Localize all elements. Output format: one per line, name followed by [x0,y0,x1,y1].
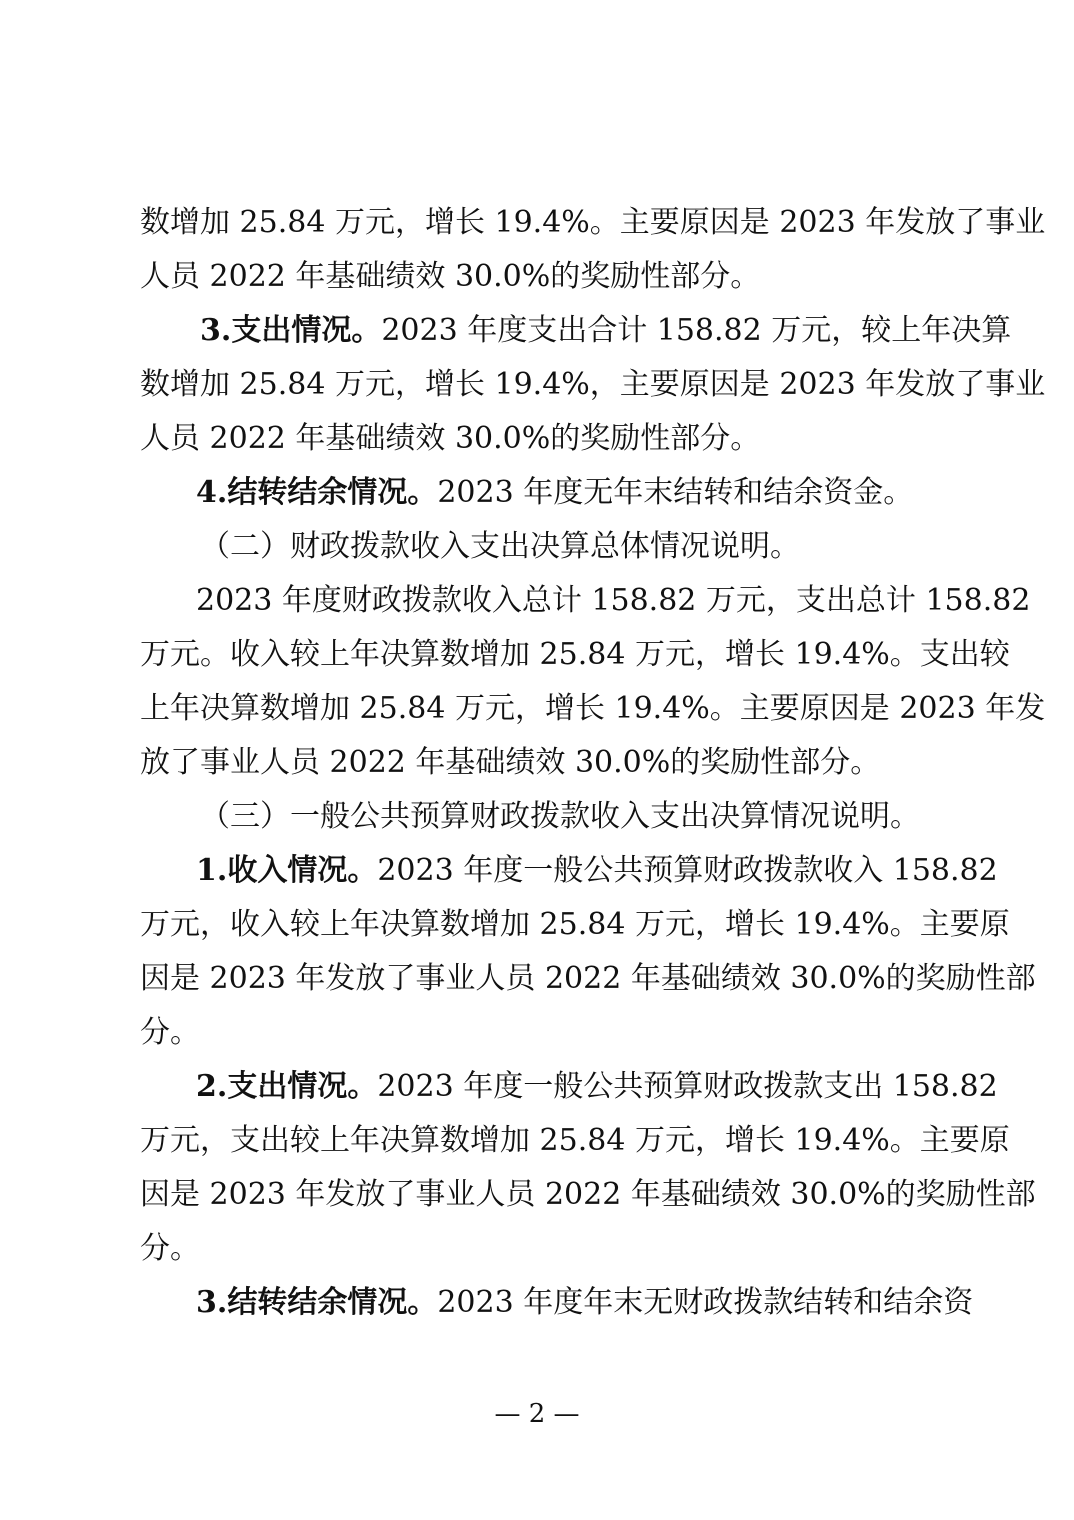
section-heading-income: 1.收入情况。2023 年度一般公共预算财政拨款收入 158.82 [196,853,998,888]
text-line: 放了事业人员 2022 年基础绩效 30.0%的奖励性部分。 [140,745,881,780]
text-line: 人员 2022 年基础绩效 30.0%的奖励性部分。 [140,421,761,456]
page-number: — 2 — [494,1399,580,1429]
text-line: 分。 [140,1231,200,1266]
text-line: 人员 2022 年基础绩效 30.0%的奖励性部分。 [140,259,761,294]
text-line: 2023 年度财政拨款收入总计 158.82 万元，支出总计 158.82 [196,583,1031,618]
text-line: 数增加 25.84 万元，增长 19.4%。主要原因是 2023 年发放了事业 [140,205,1046,240]
section-heading-expenditure: 3.支出情况。2023 年度支出合计 158.82 万元，较上年决算 [200,313,1012,348]
text-line: 万元。收入较上年决算数增加 25.84 万元，增长 19.4%。支出较 [140,637,1010,672]
section-heading-label: 3.支出情况。 [200,313,382,348]
text-line: 分。 [140,1015,200,1050]
section-heading-carryover: 4.结转结余情况。2023 年度无年末结转和结余资金。 [196,475,914,510]
text-line: 数增加 25.84 万元，增长 19.4%，主要原因是 2023 年发放了事业 [140,367,1046,402]
text-line: 万元，收入较上年决算数增加 25.84 万元，增长 19.4%。主要原 [140,907,1010,942]
text-line: 万元，支出较上年决算数增加 25.84 万元，增长 19.4%。主要原 [140,1123,1010,1158]
section-heading-label: 3.结转结余情况。 [196,1285,438,1320]
text-line: 上年决算数增加 25.84 万元，增长 19.4%。主要原因是 2023 年发 [140,691,1046,726]
section-heading-fiscal-overview: （二）财政拨款收入支出决算总体情况说明。 [200,529,800,564]
text-line: 因是 2023 年发放了事业人员 2022 年基础绩效 30.0%的奖励性部 [140,961,1036,996]
section-heading-label: 1.收入情况。 [196,853,378,888]
body-text [140,196,1046,1330]
section-heading-expenditure-2: 2.支出情况。2023 年度一般公共预算财政拨款支出 158.82 [196,1069,998,1104]
section-heading-general-budget: （三）一般公共预算财政拨款收入支出决算情况说明。 [200,799,920,834]
section-heading-label: 2.支出情况。 [196,1069,378,1104]
text-line: 因是 2023 年发放了事业人员 2022 年基础绩效 30.0%的奖励性部 [140,1177,1036,1212]
section-heading-carryover-2: 3.结转结余情况。2023 年度年末无财政拨款结转和结余资 [196,1285,974,1320]
section-heading-label: 4.结转结余情况。 [196,475,438,510]
